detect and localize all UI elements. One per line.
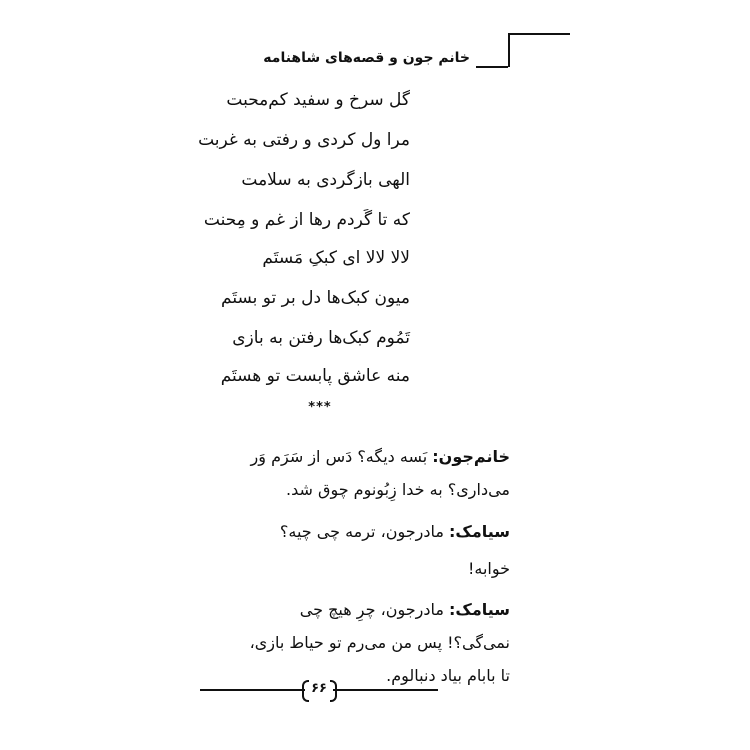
dialogue-text: مادرجون، ترمه چی چیه؟	[279, 522, 450, 541]
poem-line: مرا ول کردی و رفتی به غربت	[198, 130, 410, 150]
header-corner-line	[508, 33, 570, 35]
footer-rule	[333, 689, 438, 691]
footer-rule	[200, 689, 305, 691]
poem-line: که تا گَردم رها از غم و مِحنت	[203, 210, 410, 230]
poem-line: منه عاشق پابست تو هستَم	[220, 366, 410, 386]
poem-line: گل سرخ و سفید کم‌محبت	[226, 90, 410, 110]
speaker-name: سیامک:	[449, 522, 510, 541]
dialogue-text: بَسه دیگه؟ دَس از سَرَم وَر می‌داری؟ به خدا زِبُونوم چوق شد.	[250, 447, 510, 499]
dialogue-paragraph	[240, 440, 510, 506]
dialogue-text: مادرجون، چرِ هیچ چی نمی‌گی؟! پس من می‌رم تو حیاط بازی، تا بابام بیاد دنبالوم.	[249, 600, 510, 685]
header-corner-line-vertical	[508, 33, 510, 67]
dialogue-paragraph	[240, 515, 510, 548]
poem-line: میون کبک‌ها دل بر تو بستَم	[221, 288, 410, 308]
speaker-name: سیامک:	[449, 600, 510, 619]
page-number: ۶۶	[311, 681, 327, 696]
poem-line: الهی بازگردی به سلامت	[241, 170, 410, 190]
running-header-title: خانم جون و قصه‌های شاهنامه	[263, 50, 470, 66]
dialogue-paragraph	[240, 552, 510, 585]
header-rule	[476, 66, 508, 68]
poem-line: لالا لالا ای کبکِ مَستَم	[262, 248, 410, 268]
section-separator: ***	[308, 400, 332, 415]
speaker-name: خانم‌جون:	[432, 447, 510, 466]
dialogue-paragraph	[240, 593, 510, 692]
dialogue-text: خوابه!	[467, 559, 510, 578]
poem-line: تَمُوم کبک‌ها رفتن به بازی	[232, 328, 410, 348]
